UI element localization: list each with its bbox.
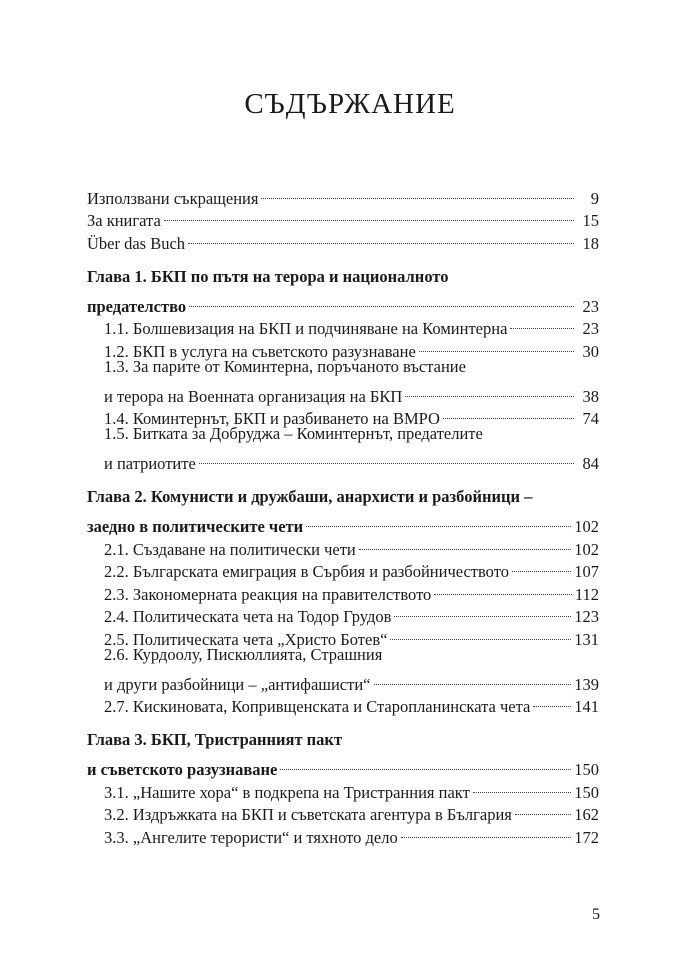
entry-page: 107 (574, 562, 599, 581)
entry-page: 84 (582, 454, 599, 473)
section-title: 2.1. Създаване на политически чети (104, 539, 356, 559)
intro-entries (87, 180, 599, 253)
section-title: 1.1. Болшевизация на БКП и подчиняване на Коминтерна (104, 319, 508, 338)
dot-leader (261, 175, 574, 199)
dot-leader (359, 526, 571, 550)
dot-leader (533, 684, 571, 708)
entry-page: 141 (574, 697, 599, 716)
chapter-title-cont: заедно в политическите чети (87, 517, 304, 536)
section-title: 2.2. Българската емиграция в Сърбия и разбойничеството (104, 562, 509, 581)
entry-title: Über das Buch (87, 233, 186, 253)
dot-leader (374, 661, 572, 685)
dot-leader (306, 504, 571, 528)
entry-page: 102 (574, 517, 599, 536)
entry-page: 23 (582, 319, 599, 338)
section-title-cont: и патриотите (104, 454, 196, 473)
section-title: 2.5. Политическата чета „Христо Ботев“ (104, 629, 388, 649)
entry-page: 139 (574, 674, 599, 694)
table-of-contents (87, 180, 599, 847)
chapter-1 (87, 266, 599, 473)
section-title: 2.7. Кискиновата, Копривщенската и Старопланинската чета (104, 697, 531, 716)
entry-page: 18 (582, 233, 599, 253)
entry-title: Използвани съкращения (87, 188, 259, 208)
toc-entry[interactable] (87, 225, 599, 253)
entry-page: 162 (574, 805, 599, 824)
section-title: 3.2. Издръжката на БКП и съветската агентура в България (104, 805, 512, 824)
dot-leader (443, 396, 574, 420)
chapter-title[interactable]: Глава 1. БКП по пътя на терора и националното (87, 266, 449, 286)
dot-leader (512, 549, 571, 573)
entry-page: 131 (574, 629, 599, 649)
dot-leader (164, 198, 574, 222)
entry-page: 38 (582, 386, 599, 406)
section-entry[interactable] (87, 446, 599, 473)
section-entry[interactable] (87, 666, 599, 694)
entry-page: 102 (574, 539, 599, 559)
entry-page: 150 (574, 760, 599, 779)
entry-page: 112 (574, 584, 599, 604)
section-title: 3.3. „Ангелите терористи“ и тяхното дело (104, 827, 398, 847)
page-title: СЪДЪРЖАНИЕ (244, 88, 456, 120)
section-title: 1.4. Коминтернът, БКП и разбиването на ВМРО (104, 409, 440, 428)
dot-leader (394, 594, 571, 618)
dot-leader (419, 328, 574, 352)
section-title-cont: и други разбойници – „антифашисти“ (104, 674, 371, 694)
section-title: 3.1. „Нашите хора“ в подкрепа на Тристранния пакт (104, 782, 470, 802)
page-number: 5 (592, 906, 600, 923)
dot-leader (510, 306, 574, 330)
entry-page: 30 (582, 341, 599, 361)
dot-leader (515, 792, 571, 816)
dot-leader (401, 814, 572, 838)
chapter-title-cont: и съветското разузнаване (87, 760, 278, 779)
section-title-cont: и терора на Военната организация на БКП (104, 386, 403, 406)
section-title: 2.4. Политическата чета на Тодор Грудов (104, 607, 392, 626)
entry-page: 15 (582, 211, 599, 230)
entry-page: 150 (574, 782, 599, 802)
dot-leader (390, 616, 571, 640)
section-title: 1.2. БКП в услуга на съветското разузнаване (104, 341, 416, 361)
dot-leader (188, 220, 574, 244)
dot-leader (473, 769, 571, 793)
chapter-title-cont: предателство (87, 296, 187, 316)
entry-title: За книгата (87, 211, 161, 230)
chapter-3 (87, 729, 599, 847)
dot-leader (280, 747, 571, 771)
entry-page: 172 (574, 827, 599, 847)
section-title[interactable]: 1.5. Битката за Добруджа – Коминтернът, предателите (104, 424, 483, 443)
section-title: 2.3. Закономерната реакция на правителството (104, 584, 432, 604)
section-title[interactable]: 1.3. За парите от Коминтерна, поръчаното въстание (104, 356, 466, 376)
chapter-2 (87, 486, 599, 716)
entry-page: 23 (582, 296, 599, 316)
chapter-title[interactable]: Глава 3. БКП, Тристранният пакт (87, 730, 343, 749)
entry-page: 74 (582, 409, 599, 428)
dot-leader (434, 571, 572, 595)
dot-leader (189, 283, 574, 307)
section-title[interactable]: 2.6. Курдоолу, Пискюллията, Страшния (104, 644, 383, 664)
chapter-title[interactable]: Глава 2. Комунисти и дружбаши, анархисти и разбойници – (87, 487, 533, 506)
dot-leader (199, 441, 574, 465)
entry-page: 9 (590, 188, 599, 208)
entry-page: 123 (574, 607, 599, 626)
dot-leader (405, 373, 574, 397)
